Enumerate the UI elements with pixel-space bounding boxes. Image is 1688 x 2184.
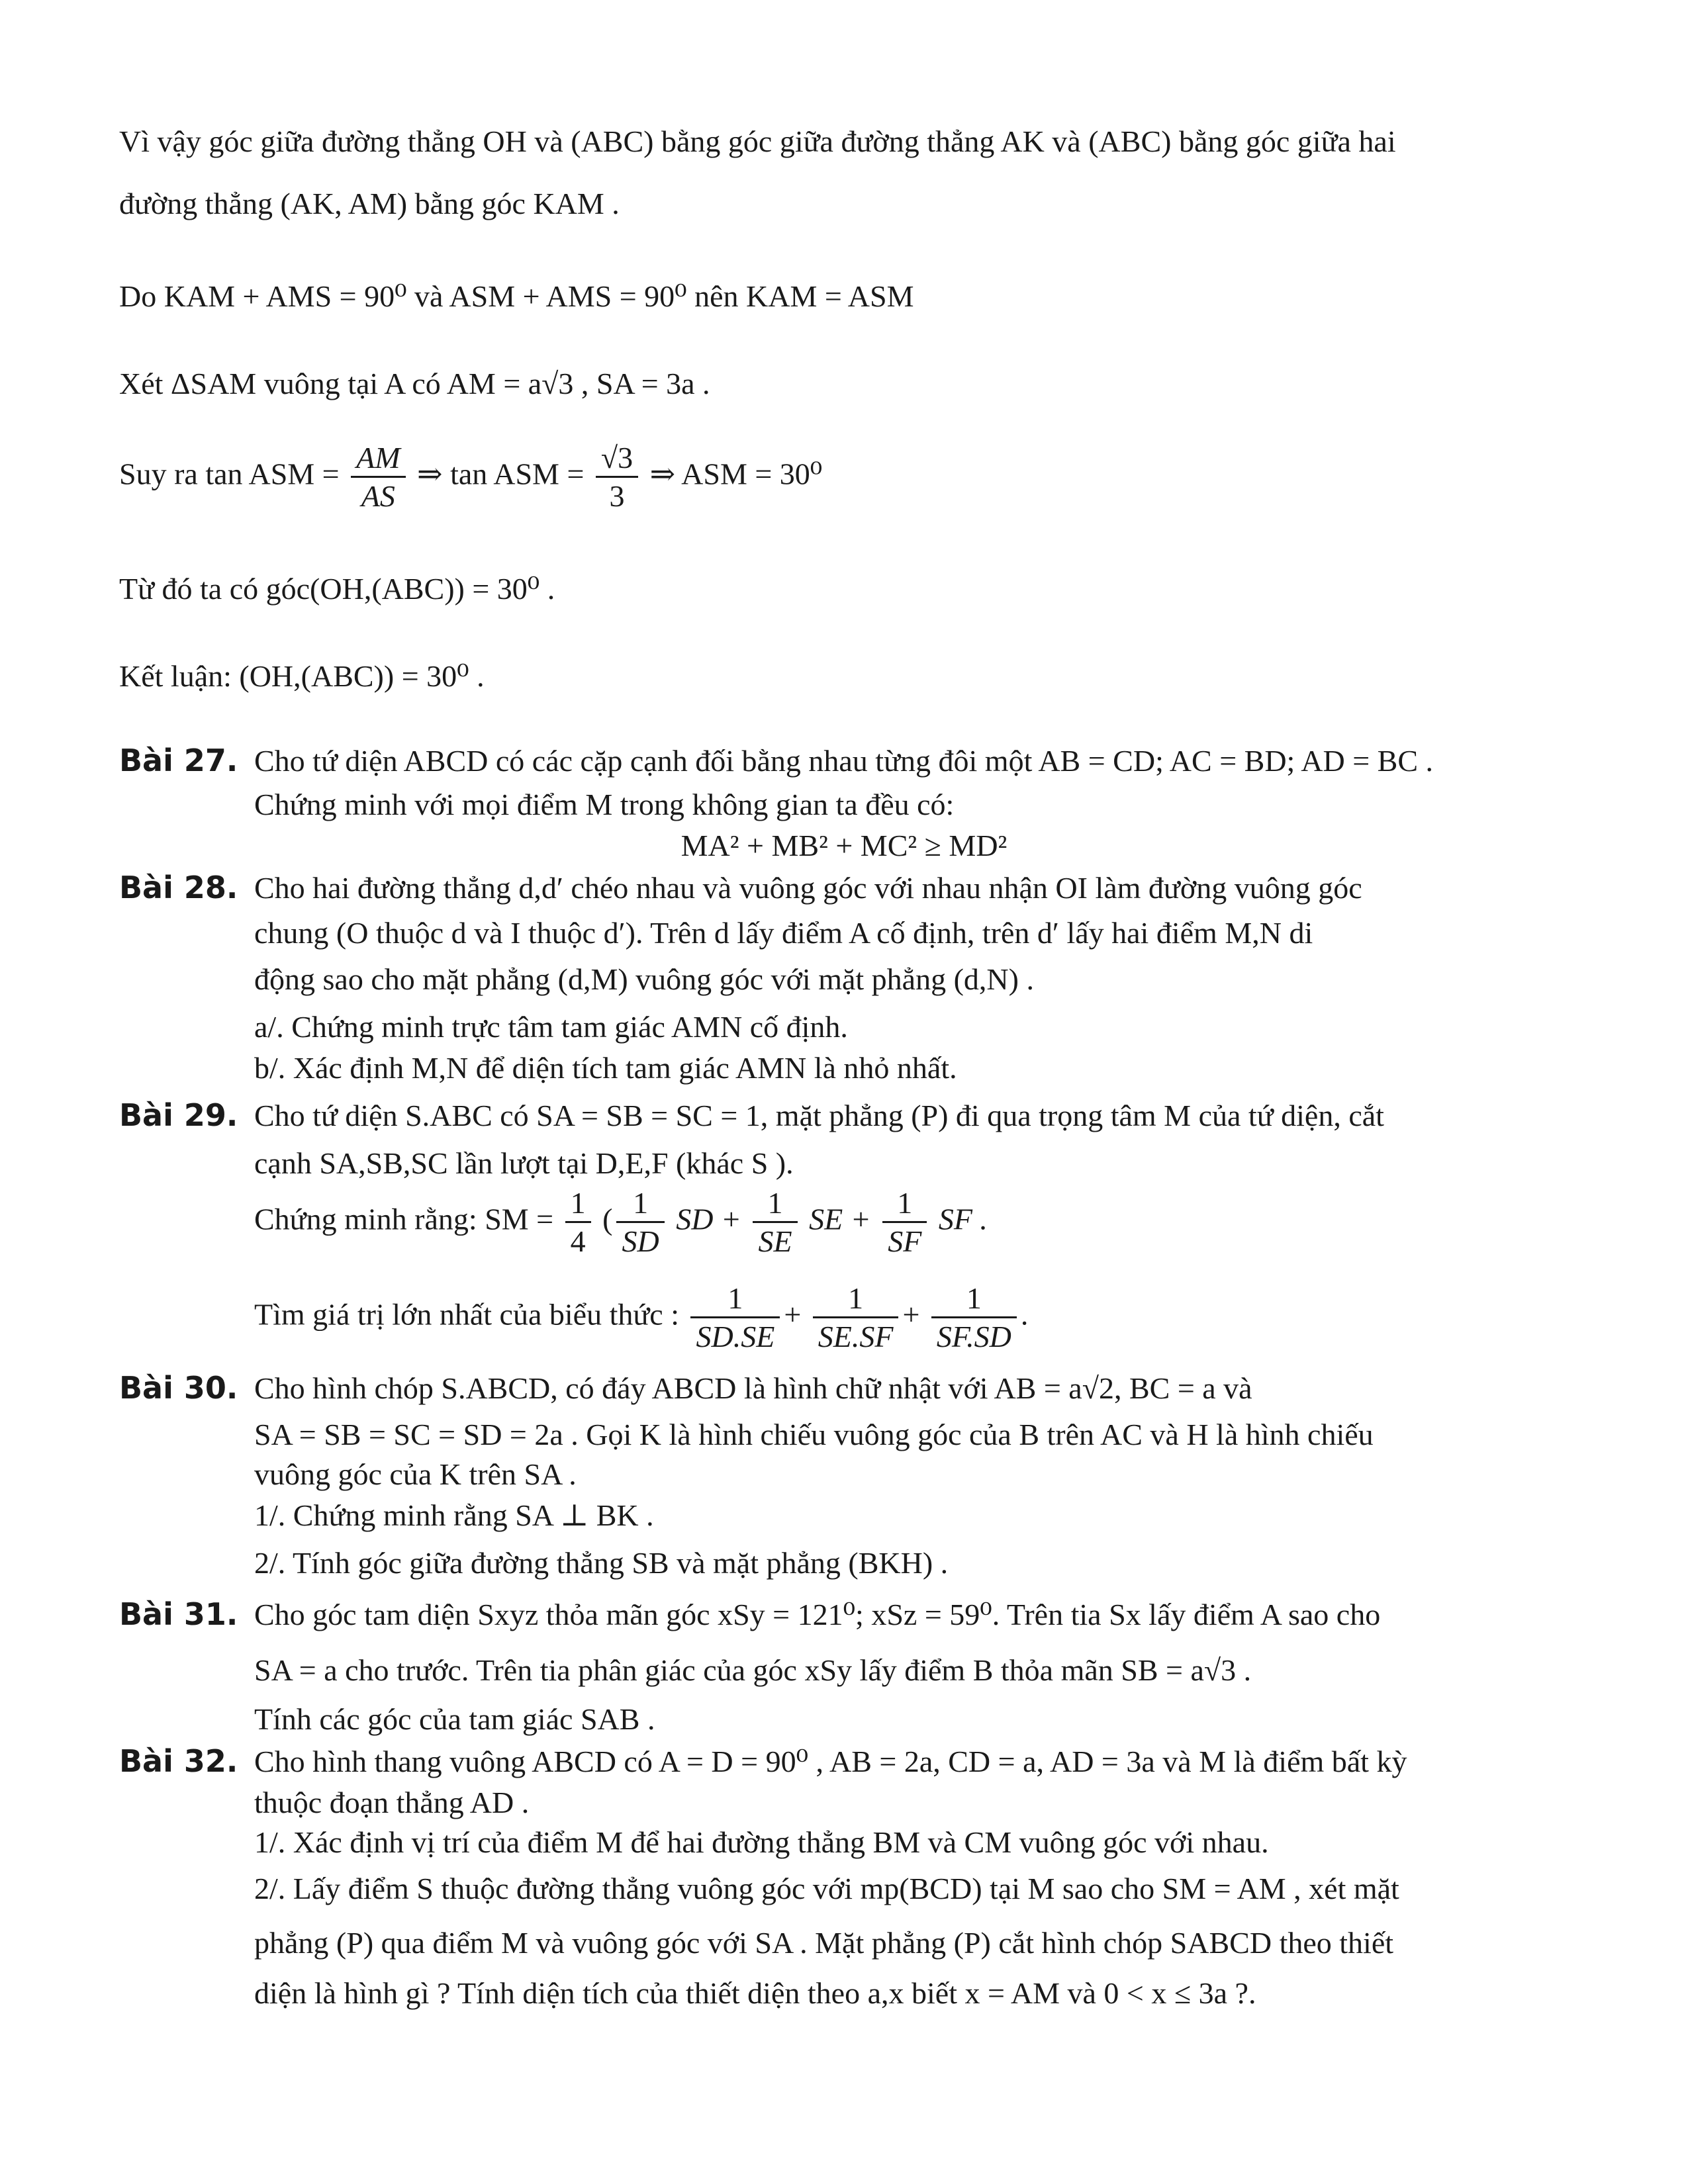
fraction-numerator: 1 bbox=[813, 1280, 899, 1318]
fraction-denominator: SF.SD bbox=[936, 1320, 1011, 1354]
problem-32-line-4: 2/. Lấy điểm S thuộc đường thẳng vuông góc với mp(BCD) tại M sao cho SM = AM , xét mặt bbox=[254, 1872, 1399, 1905]
problem-30-line-3: vuông góc của K trên SA . bbox=[254, 1457, 577, 1491]
problem-28-label: Bài 28. bbox=[119, 870, 238, 905]
fraction-1-se bbox=[753, 1185, 797, 1259]
fraction-denominator: SE.SF bbox=[818, 1320, 894, 1354]
fraction-numerator: 1 bbox=[690, 1280, 780, 1318]
problem-28-line-5: b/. Xác định M,N để diện tích tam giác AMN là nhỏ nhất. bbox=[254, 1051, 957, 1085]
vector-term-1: SD + bbox=[676, 1202, 741, 1236]
problem-30-line-2: SA = SB = SC = SD = 2a . Gọi K là hình chiếu vuông góc của B trên AC và H là hình chiếu bbox=[254, 1418, 1374, 1451]
fraction-1-sfsd bbox=[931, 1280, 1017, 1355]
proof-line-5-prefix: Suy ra tan ASM = bbox=[119, 457, 340, 491]
fraction-1-sf bbox=[882, 1185, 927, 1259]
proof-line-5-mid: ⇒ tan ASM = bbox=[417, 457, 585, 491]
problem-31-line-3: Tính các góc của tam giác SAB . bbox=[254, 1702, 655, 1736]
problem-28-line-2: chung (O thuộc d và I thuộc d′). Trên d lấy điểm A cố định, trên d′ lấy hai điểm M,N di bbox=[254, 916, 1313, 950]
open-paren: ( bbox=[602, 1202, 613, 1236]
fraction-1-4 bbox=[565, 1185, 591, 1259]
fraction-denominator: SD bbox=[622, 1224, 659, 1259]
fraction-numerator: 1 bbox=[616, 1185, 664, 1223]
problem-30-line-5: 2/. Tính góc giữa đường thẳng SB và mặt phẳng (BKH) . bbox=[254, 1546, 949, 1580]
fraction-denominator: 4 bbox=[570, 1224, 586, 1259]
fraction-denominator: 3 bbox=[609, 479, 625, 514]
problem-29-line-3-prefix: Chứng minh rằng: SM = bbox=[254, 1202, 554, 1236]
fraction-numerator: 1 bbox=[931, 1280, 1017, 1318]
fraction-sqrt3-3 bbox=[596, 439, 638, 514]
problem-29-line-2: cạnh SA,SB,SC lần lượt tại D,E,F (khác S ). bbox=[254, 1146, 794, 1180]
fraction-numerator: 1 bbox=[565, 1185, 591, 1223]
problem-31-line-1: Cho góc tam diện Sxyz thỏa mãn góc xSy = 121⁰; xSz = 59⁰. Trên tia Sx lấy điểm A sao cho bbox=[254, 1598, 1381, 1631]
fraction-denominator: SE bbox=[758, 1224, 792, 1259]
problem-29-line-1: Cho tứ diện S.ABC có SA = SB = SC = 1, mặt phẳng (P) đi qua trọng tâm M của tứ diện, cắt bbox=[254, 1099, 1384, 1132]
fraction-numerator: √3 bbox=[596, 439, 638, 478]
problem-30-label: Bài 30. bbox=[119, 1370, 238, 1406]
fraction-numerator: AM bbox=[351, 439, 405, 478]
problem-32-line-5: phẳng (P) qua điểm M và vuông góc với SA . Mặt phẳng (P) cắt hình chóp SABCD theo thiết bbox=[254, 1926, 1394, 1960]
problem-31-label: Bài 31. bbox=[119, 1596, 238, 1632]
fraction-numerator: 1 bbox=[753, 1185, 797, 1223]
fraction-numerator: 1 bbox=[882, 1185, 927, 1223]
problem-28-line-3: động sao cho mặt phẳng (d,M) vuông góc với mặt phẳng (d,N) . bbox=[254, 962, 1034, 996]
problem-29-line-3 bbox=[254, 1185, 988, 1259]
proof-line-5-end: ⇒ ASM = 30⁰ bbox=[649, 457, 823, 491]
problem-29-line-4: Tìm giá trị lớn nhất của biểu thức : $\frac{1}{SD.SE}$ + $\frac{1}{SE.SF}$ + $\frac{1}{SF.SD}$ . bbox=[254, 1280, 1028, 1355]
problem-27-line-1: Cho tứ diện ABCD có các cặp cạnh đối bằng nhau từng đôi một AB = CD; AC = BD; AD = BC . bbox=[254, 744, 1434, 778]
problem-29-line-4-prefix: Tìm giá trị lớn nhất của biểu thức : bbox=[254, 1297, 679, 1332]
proof-line-3: Do KAM + AMS = 90⁰ và ASM + AMS = 90⁰ nên KAM = ASM bbox=[119, 279, 914, 313]
problem-30-line-1: Cho hình chóp S.ABCD, có đáy ABCD là hình chữ nhật với AB = a√2, BC = a và bbox=[254, 1371, 1252, 1405]
fraction-1-sesf bbox=[813, 1280, 899, 1355]
problem-32-label: Bài 32. bbox=[119, 1743, 238, 1779]
problem-32-line-2: thuộc đoạn thẳng AD . bbox=[254, 1786, 530, 1819]
vector-term-2: SE + bbox=[809, 1202, 871, 1236]
problem-31-line-2: SA = a cho trước. Trên tia phân giác của góc xSy lấy điểm B thỏa mãn SB = a√3 . bbox=[254, 1653, 1252, 1687]
problem-27-formula: MA² + MB² + MC² ≥ MD² bbox=[680, 829, 1008, 862]
problem-27-line-2: Chứng minh với mọi điểm M trong không gian ta đều có: bbox=[254, 788, 955, 821]
proof-line-4: Xét ΔSAM vuông tại A có AM = a√3 , SA = 3a . bbox=[119, 367, 710, 400]
fraction-1-sd bbox=[616, 1185, 664, 1259]
proof-line-2: đường thẳng (AK, AM) bằng góc KAM . bbox=[119, 187, 620, 220]
vector-term-3: SF . bbox=[938, 1202, 988, 1236]
problem-29-label: Bài 29. bbox=[119, 1097, 238, 1133]
fraction-am-as bbox=[351, 439, 405, 514]
problem-32-line-3: 1/. Xác định vị trí của điểm M để hai đường thẳng BM và CM vuông góc với nhau. bbox=[254, 1825, 1269, 1859]
fraction-denominator: SF bbox=[888, 1224, 922, 1259]
problem-28-line-1: Cho hai đường thẳng d,d′ chéo nhau và vuông góc với nhau nhận OI làm đường vuông góc bbox=[254, 871, 1362, 905]
fraction-denominator: AS bbox=[361, 479, 395, 514]
proof-line-7: Kết luận: (OH,(ABC)) = 30⁰ . bbox=[119, 659, 485, 693]
problem-32-line-6: diện là hình gì ? Tính diện tích của thiết diện theo a,x biết x = AM và 0 < x ≤ 3a ?. bbox=[254, 1976, 1256, 2010]
problem-27-label: Bài 27. bbox=[119, 743, 238, 778]
proof-line-1: Vì vậy góc giữa đường thẳng OH và (ABC) bằng góc giữa đường thẳng AK và (ABC) bằng góc giữa hai bbox=[119, 124, 1396, 158]
problem-28-line-4: a/. Chứng minh trực tâm tam giác AMN cố định. bbox=[254, 1010, 848, 1044]
fraction-1-sdse bbox=[690, 1280, 780, 1355]
problem-32-line-1: Cho hình thang vuông ABCD có A = D = 90⁰ , AB = 2a, CD = a, AD = 3a và M là điểm bất kỳ bbox=[254, 1745, 1407, 1778]
fraction-denominator: SD.SE bbox=[696, 1320, 775, 1354]
problem-30-line-4: 1/. Chứng minh rằng SA ⊥ BK . bbox=[254, 1498, 654, 1532]
proof-line-5 bbox=[119, 439, 822, 514]
proof-line-6: Từ đó ta có góc(OH,(ABC)) = 30⁰ . bbox=[119, 572, 555, 606]
